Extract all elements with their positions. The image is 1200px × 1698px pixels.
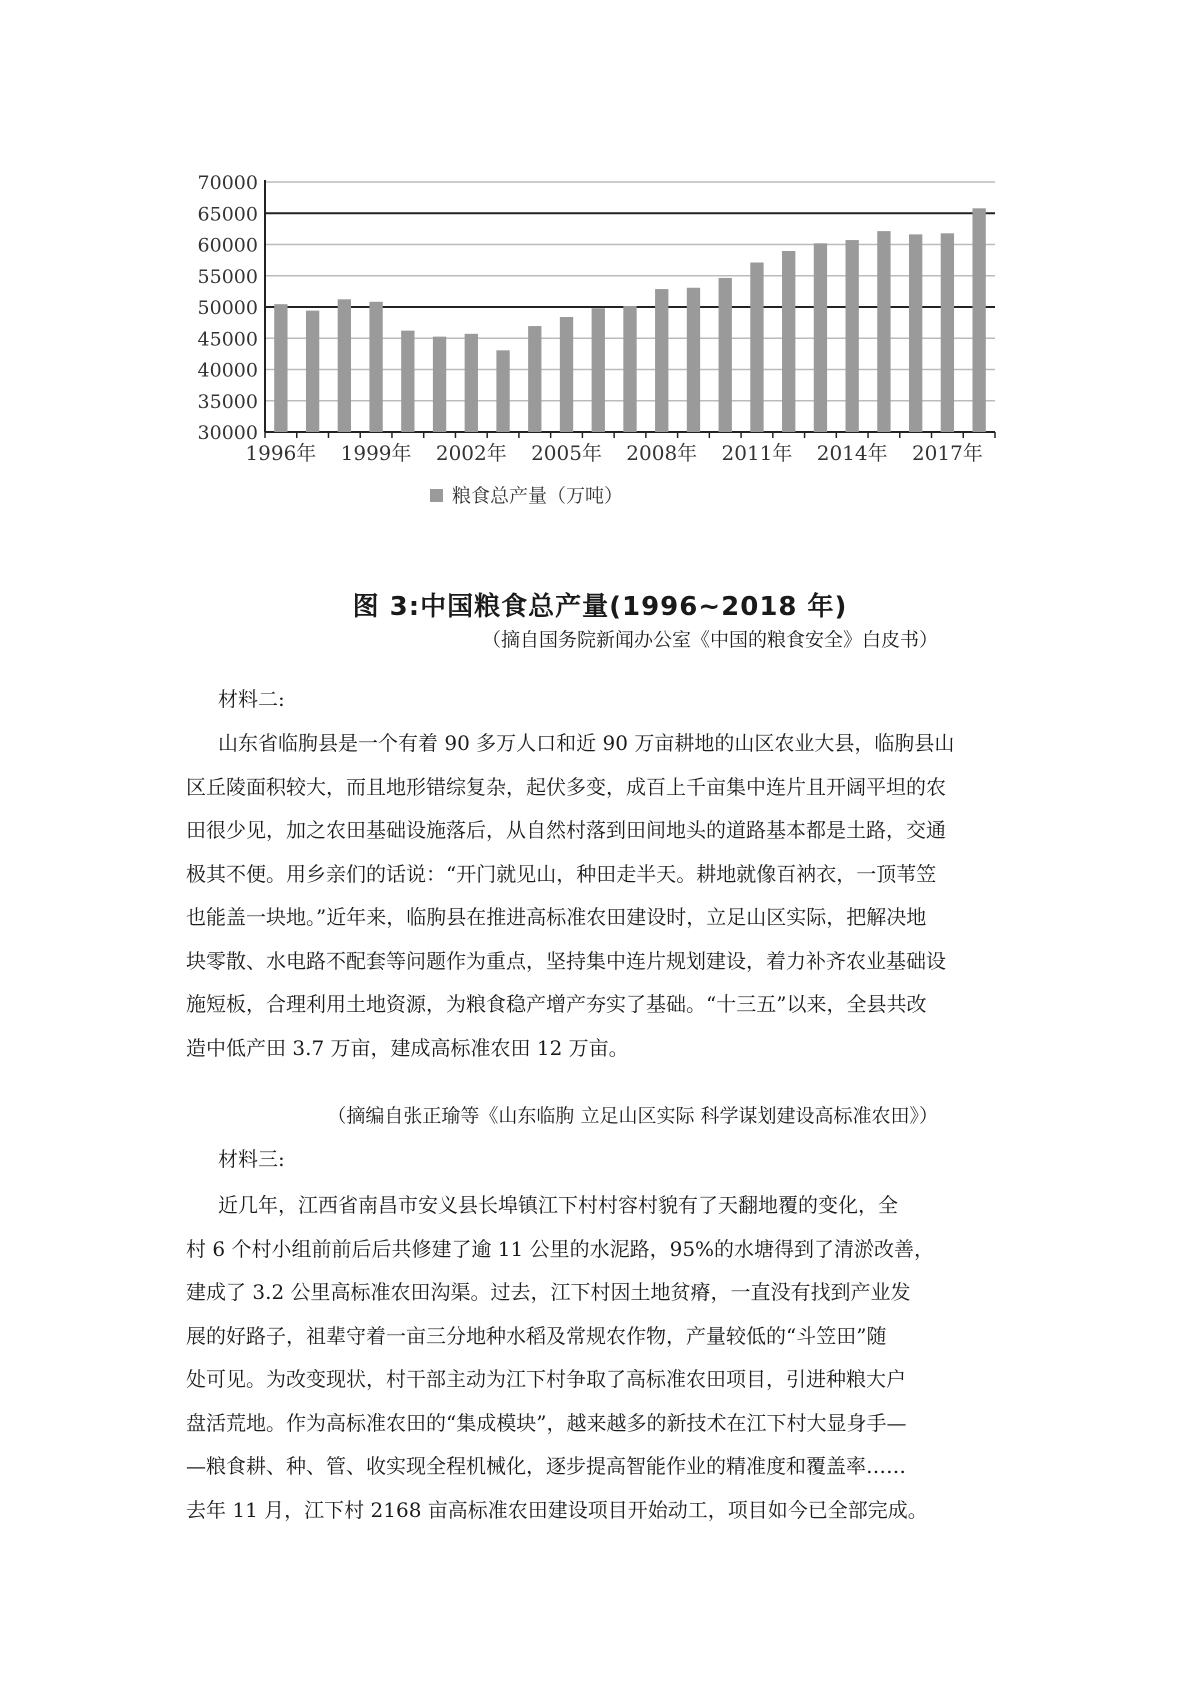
bar <box>496 350 509 432</box>
paragraph-line: 近几年，江西省南昌市安义县长埠镇江下村村容村貌有了天翻地覆的变化，全 <box>218 1193 898 1217</box>
paragraph-line: 村 6 个村小组前前后后共修建了逾 11 公里的水泥路，95%的水塘得到了清淤改善， <box>186 1236 935 1261</box>
x-tick-label: 1996年 <box>245 441 317 465</box>
y-tick-label: 35000 <box>197 390 258 413</box>
paragraph-line: 田很少见，加之农田基础设施落后，从自然村落到田间地头的道路基本都是土路，交通 <box>186 818 946 842</box>
bar <box>750 263 763 433</box>
x-tick-label: 2017年 <box>911 441 983 465</box>
x-tick-label: 2002年 <box>435 441 507 465</box>
material-three-paragraph <box>186 1184 934 1532</box>
y-tick-label: 30000 <box>197 422 258 444</box>
bar <box>623 306 636 432</box>
material-two-label: 材料二: <box>218 687 285 711</box>
bar <box>592 308 605 432</box>
bar <box>846 240 859 432</box>
x-tick-label: 2005年 <box>531 441 602 465</box>
bar <box>782 251 795 432</box>
x-tick-label: 1999年 <box>340 441 412 465</box>
legend-label: 粮食总产量（万吨） <box>452 485 624 507</box>
paragraph-line: 盘活荒地。作为高标准农田的“集成模块”，越来越多的新技术在江下村大显身手— <box>186 1410 907 1435</box>
paragraph-line: 山东省临朐县是一个有着 90 多万人口和近 90 万亩耕地的山区农业大县，临朐县山 <box>218 731 955 755</box>
material-three-label: 材料三: <box>218 1147 285 1171</box>
bar <box>814 243 827 432</box>
bar <box>972 208 985 432</box>
bar <box>338 299 351 432</box>
paragraph-line: 处可见。为改变现状，村干部主动为江下村争取了高标准农田项目，引进种粮大户 <box>186 1367 906 1391</box>
grain-production-chart <box>180 160 1010 560</box>
x-tick-label: 2014年 <box>816 441 888 465</box>
paragraph-line: 展的好路子，祖辈守着一亩三分地种水稻及常规农作物，产量较低的“斗笠田”随 <box>186 1323 887 1348</box>
legend-swatch <box>430 489 443 502</box>
bar <box>877 231 890 432</box>
paragraph-line: 建成了 3.2 公里高标准农田沟渠。过去，江下村因土地贫瘠，一直没有找到产业发 <box>186 1280 911 1304</box>
paragraph-line: 去年 11 月，江下村 2168 亩高标准农田建设项目开始动工，项目如今已全部完成。 <box>186 1497 928 1522</box>
bar <box>401 331 414 432</box>
bar <box>560 317 573 432</box>
source-citation-1: （摘自国务院新闻办公室《中国的粮食安全》白皮书） <box>481 629 938 651</box>
paragraph-line: 也能盖一块地。”近年来，临朐县在推进高标准农田建设时，立足山区实际，把解决地 <box>186 905 927 929</box>
bar <box>687 288 700 432</box>
bar <box>274 304 287 432</box>
x-tick-label: 2008年 <box>626 441 698 465</box>
y-tick-label: 50000 <box>197 297 258 319</box>
y-tick-label: 65000 <box>197 203 258 226</box>
bar <box>306 311 319 432</box>
paragraph-line: 造中低产田 3.7 万亩，建成高标准农田 12 万亩。 <box>186 1035 629 1060</box>
bar-chart-svg <box>180 160 1010 560</box>
paragraph-line: 极其不便。用乡亲们的话说：“开门就见山，种田走半天。耕地就像百衲衣，一顶苇笠 <box>186 861 937 886</box>
y-tick-label: 40000 <box>197 359 258 382</box>
y-tick-label: 55000 <box>197 265 258 288</box>
bar <box>369 302 382 432</box>
paragraph-line: 块零散、水电路不配套等问题作为重点，坚持集中连片规划建设，着力补齐农业基础设 <box>186 948 946 973</box>
bar <box>528 326 541 432</box>
bar <box>655 289 668 432</box>
y-tick-label: 60000 <box>197 234 258 257</box>
paragraph-line: —粮食耕、种、管、收实现全程机械化，逐步提高智能作业的精准度和覆盖率…… <box>186 1454 906 1478</box>
paragraph-line: 施短板，合理利用土地资源，为粮食稳产增产夯实了基础。“十三五”以来，全县共改 <box>186 992 927 1016</box>
y-tick-label: 45000 <box>197 328 258 351</box>
bar <box>909 234 922 432</box>
bar <box>465 334 478 432</box>
bar <box>719 278 732 432</box>
y-tick-label: 70000 <box>197 172 258 194</box>
paragraph-line: 区丘陵面积较大，而且地形错综复杂，起伏多变，成百上千亩集中连片且开阔平坦的农 <box>186 774 946 799</box>
bar <box>433 337 446 432</box>
material-two-paragraph <box>186 722 954 1070</box>
figure-caption: 图 3:中国粮食总产量(1996~2018 年) <box>352 592 848 622</box>
bar <box>941 233 954 432</box>
source-citation-2: （摘编自张正瑜等《山东临朐 立足山区实际 科学谋划建设高标准农田》） <box>327 1105 938 1127</box>
x-tick-label: 2011年 <box>721 441 793 465</box>
